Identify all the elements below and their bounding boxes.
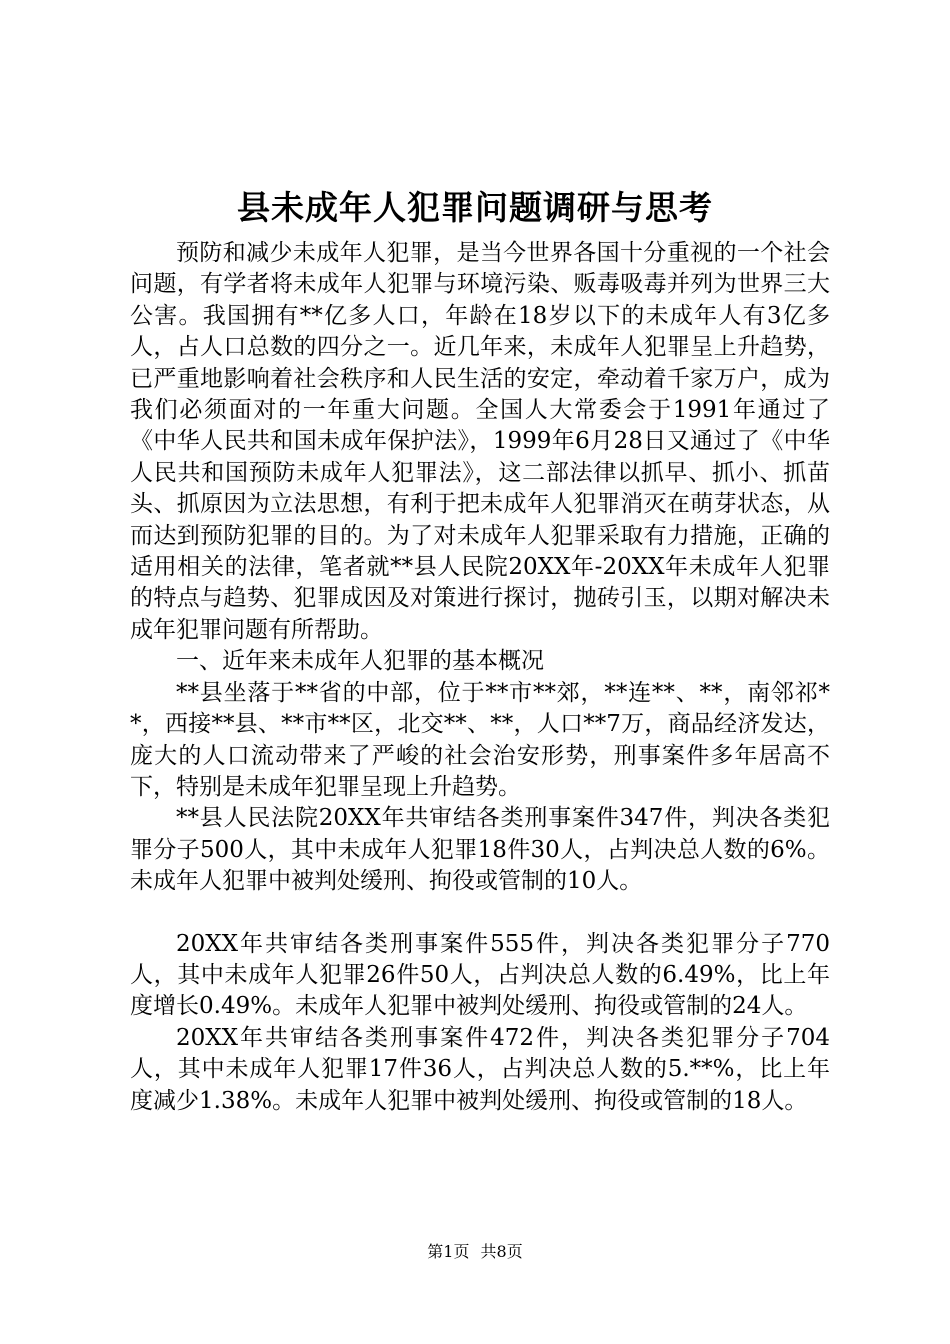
- document-title: 县未成年人犯罪问题调研与思考: [237, 188, 713, 227]
- page-number: 第1页: [427, 1242, 470, 1261]
- paragraph-county-overview: **县坐落于**省的中部，位于**市**郊，**连**、**，南邻祁**，西接**县、**市**区，北交**、**，人口**7万，商品经济发达，庞大的人口流动带来了严峻的社会治安形势，刑事案件多年居高不下，特别是未成年犯罪呈现上升趋势。: [130, 679, 830, 800]
- document-body: [130, 238, 830, 1117]
- paragraph-intro: 预防和减少未成年人犯罪，是当今世界各国十分重视的一个社会问题，有学者将未成年人犯罪与环境污染、贩毒吸毒并列为世界三大公害。我国拥有**亿多人口，年龄在18岁以下的未成年人有3亿多人，占人口总数的四分之一。近几年来，未成年人犯罪呈上升趋势，已严重地影响着社会秩序和人民生活的安定，牵动着千家万户，成为我们必须面对的一年重大问题。全国人大常委会于1991年通过了《中华人民共和国未成年保护法》，1999年6月28日又通过了《中华人民共和国预防未成年人犯罪法》，这二部法律以抓早、抓小、抓苗头、抓原因为立法思想，有利于把未成年人犯罪消灭在萌芽状态，从而达到预防犯罪的目的。为了对未成年人犯罪采取有力措施，正确的适用相关的法律，笔者就**县人民院20XX年-20XX年未成年人犯罪的特点与趋势、犯罪成因及对策进行探讨，抛砖引玉，以期对解决未成年犯罪问题有所帮助。: [130, 240, 830, 643]
- section-heading: 一、近年来未成年人犯罪的基本概况: [176, 648, 544, 675]
- paragraph-year-2: 20XX年共审结各类刑事案件555件，判决各类犯罪分子770人，其中未成年人犯罪26件50人，占判决总人数的6.49%，比上年度增长0.49%。未成年人犯罪中被判处缓刑、拘役或管制的24人。: [130, 930, 830, 1020]
- page-total: 共8页: [480, 1242, 523, 1261]
- page-footer: [0, 1240, 950, 1264]
- paragraph-year-1: **县人民法院20XX年共审结各类刑事案件347件，判决各类犯罪分子500人，其中未成年人犯罪18件30人，占判决总人数的6%。未成年人犯罪中被判处缓刑、拘役或管制的10人。: [130, 805, 830, 895]
- paragraph-year-3: 20XX年共审结各类刑事案件472件，判决各类犯罪分子704人，其中未成年人犯罪17件36人，占判决总人数的5.**%，比上年度减少1.38%。未成年人犯罪中被判处缓刑、拘役或管制的18人。: [130, 1024, 830, 1114]
